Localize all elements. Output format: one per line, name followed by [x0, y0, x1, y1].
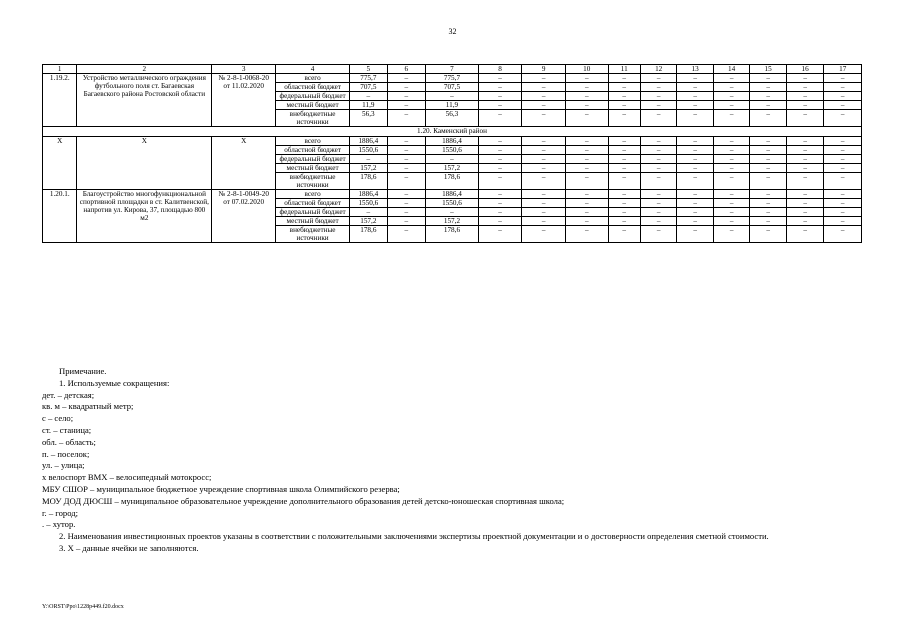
cell-dash: – — [387, 74, 426, 83]
cell-dash: – — [713, 83, 749, 92]
cell-dash: – — [608, 146, 640, 155]
column-number-12: 12 — [640, 65, 676, 74]
cell-dash: – — [640, 155, 676, 164]
section-title: 1.20. Каменский район — [43, 127, 862, 137]
cell-dash: – — [522, 199, 566, 208]
cell-dash: – — [677, 164, 713, 173]
year-value: 1886,4 — [426, 190, 479, 199]
cell-dash: – — [677, 208, 713, 217]
column-number-8: 8 — [478, 65, 522, 74]
cell-dash: – — [565, 208, 608, 217]
row-number: 1.20.1. — [43, 190, 77, 243]
cell-dash: – — [565, 146, 608, 155]
cell-dash: – — [608, 155, 640, 164]
cell-dash: – — [750, 137, 786, 146]
cell-dash: – — [565, 110, 608, 127]
column-number-7: 7 — [426, 65, 479, 74]
cell-dash: – — [640, 199, 676, 208]
cell-dash: – — [640, 208, 676, 217]
cell-dash: – — [750, 146, 786, 155]
cell-dash: – — [824, 137, 862, 146]
cell-dash: – — [713, 190, 749, 199]
cell-dash: – — [713, 74, 749, 83]
total-value: 178,6 — [350, 173, 388, 190]
cell-dash: – — [608, 74, 640, 83]
x-mark: Х — [212, 137, 276, 190]
cell-dash: – — [677, 173, 713, 190]
cell-dash: – — [786, 74, 824, 83]
cell-dash: – — [478, 92, 522, 101]
notes-block — [42, 366, 864, 555]
cell-dash: – — [565, 155, 608, 164]
abbreviation-item: п. – поселок; — [42, 448, 90, 459]
year-value: 157,2 — [426, 164, 479, 173]
cell-dash: – — [478, 217, 522, 226]
cell-dash: – — [750, 110, 786, 127]
cell-dash: – — [824, 217, 862, 226]
cell-dash: – — [565, 217, 608, 226]
column-number-14: 14 — [713, 65, 749, 74]
funding-source: внебюджетные источники — [276, 226, 350, 243]
cell-dash: – — [786, 146, 824, 155]
total-value: 1550,6 — [350, 199, 388, 208]
cell-dash: – — [387, 164, 426, 173]
cell-dash: – — [677, 226, 713, 243]
cell-dash: – — [478, 110, 522, 127]
cell-dash: – — [824, 208, 862, 217]
abbreviation-item: МОУ ДОД ДЮСШ – муниципальное образовательное учреждение дополнительного образования детей детско-юношеская спортивная школа; — [42, 495, 565, 506]
expertise-conclusion: № 2-8-1-0049-20 от 07.02.2020 — [212, 190, 276, 243]
table-body — [43, 65, 862, 243]
cell-dash: – — [387, 199, 426, 208]
cell-dash: – — [824, 226, 862, 243]
cell-dash: – — [387, 101, 426, 110]
funding-source: местный бюджет — [276, 101, 350, 110]
cell-dash: – — [713, 164, 749, 173]
cell-dash: – — [677, 92, 713, 101]
cell-dash: – — [713, 217, 749, 226]
cell-dash: – — [750, 155, 786, 164]
cell-dash: – — [713, 199, 749, 208]
column-number-11: 11 — [608, 65, 640, 74]
funding-source: всего — [276, 74, 350, 83]
cell-dash: – — [713, 155, 749, 164]
page-number: 32 — [448, 27, 457, 36]
cell-dash: – — [387, 146, 426, 155]
cell-dash: – — [387, 190, 426, 199]
cell-dash: – — [387, 137, 426, 146]
abbreviation-item: дет. – детская; — [42, 389, 95, 400]
total-value: 11,9 — [350, 101, 388, 110]
abbreviation-item: МБУ СШОР – муниципальное бюджетное учреждение спортивная школа Олимпийского резерва; — [42, 483, 400, 494]
cell-dash: – — [565, 74, 608, 83]
cell-dash: – — [522, 226, 566, 243]
year-value: 1550,6 — [426, 146, 479, 155]
cell-dash: – — [565, 199, 608, 208]
cell-dash: – — [522, 110, 566, 127]
cell-dash: – — [677, 199, 713, 208]
cell-dash: – — [824, 190, 862, 199]
year-value: 56,3 — [426, 110, 479, 127]
cell-dash: – — [478, 137, 522, 146]
cell-dash: – — [608, 110, 640, 127]
cell-dash: – — [565, 226, 608, 243]
cell-dash: – — [565, 137, 608, 146]
abbreviation-item: кв. м – квадратный метр; — [42, 401, 134, 412]
cell-dash: – — [565, 92, 608, 101]
funding-source: областной бюджет — [276, 146, 350, 155]
total-value: 775,7 — [350, 74, 388, 83]
cell-dash: – — [640, 83, 676, 92]
cell-dash: – — [677, 83, 713, 92]
column-number-15: 15 — [750, 65, 786, 74]
year-value: – — [426, 208, 479, 217]
cell-dash: – — [565, 101, 608, 110]
cell-dash: – — [786, 83, 824, 92]
cell-dash: – — [522, 190, 566, 199]
cell-dash: – — [713, 110, 749, 127]
cell-dash: – — [677, 155, 713, 164]
total-value: 157,2 — [350, 164, 388, 173]
funding-source: местный бюджет — [276, 217, 350, 226]
table-row — [43, 190, 862, 199]
cell-dash: – — [640, 146, 676, 155]
year-value: 707,5 — [426, 83, 479, 92]
abbreviation-item: х велоспорт ВМХ – велосипедный мотокросс; — [42, 472, 212, 483]
cell-dash: – — [640, 101, 676, 110]
year-value: 157,2 — [426, 217, 479, 226]
cell-dash: – — [786, 137, 824, 146]
cell-dash: – — [522, 164, 566, 173]
cell-dash: – — [608, 101, 640, 110]
cell-dash: – — [478, 155, 522, 164]
abbreviation-item: . – хутор. — [42, 519, 76, 530]
cell-dash: – — [608, 173, 640, 190]
cell-dash: – — [713, 226, 749, 243]
cell-dash: – — [387, 208, 426, 217]
total-value: – — [350, 155, 388, 164]
cell-dash: – — [786, 155, 824, 164]
total-value: – — [350, 208, 388, 217]
column-number-10: 10 — [565, 65, 608, 74]
funding-source: внебюджетные источники — [276, 110, 350, 127]
cell-dash: – — [387, 155, 426, 164]
year-value: – — [426, 92, 479, 101]
cell-dash: – — [478, 173, 522, 190]
cell-dash: – — [677, 110, 713, 127]
cell-dash: – — [608, 208, 640, 217]
year-value: 178,6 — [426, 173, 479, 190]
cell-dash: – — [640, 190, 676, 199]
cell-dash: – — [387, 92, 426, 101]
cell-dash: – — [565, 190, 608, 199]
cell-dash: – — [750, 173, 786, 190]
cell-dash: – — [522, 83, 566, 92]
cell-dash: – — [522, 217, 566, 226]
column-number-5: 5 — [350, 65, 388, 74]
cell-dash: – — [478, 190, 522, 199]
cell-dash: – — [522, 74, 566, 83]
cell-dash: – — [677, 190, 713, 199]
cell-dash: – — [750, 217, 786, 226]
total-value: 178,6 — [350, 226, 388, 243]
cell-dash: – — [824, 74, 862, 83]
notes-item-1: 1. Используемые сокращения: — [59, 377, 170, 388]
cell-dash: – — [750, 74, 786, 83]
total-value: 157,2 — [350, 217, 388, 226]
cell-dash: – — [565, 164, 608, 173]
column-number-3: 3 — [212, 65, 276, 74]
row-number: 1.19.2. — [43, 74, 77, 127]
cell-dash: – — [713, 137, 749, 146]
cell-dash: – — [677, 137, 713, 146]
cell-dash: – — [824, 146, 862, 155]
cell-dash: – — [608, 190, 640, 199]
cell-dash: – — [786, 226, 824, 243]
cell-dash: – — [522, 146, 566, 155]
cell-dash: – — [608, 226, 640, 243]
cell-dash: – — [750, 208, 786, 217]
cell-dash: – — [522, 101, 566, 110]
abbreviation-item: г. – город; — [42, 507, 79, 518]
cell-dash: – — [824, 164, 862, 173]
cell-dash: – — [713, 208, 749, 217]
cell-dash: – — [478, 226, 522, 243]
cell-dash: – — [640, 92, 676, 101]
cell-dash: – — [786, 173, 824, 190]
cell-dash: – — [786, 92, 824, 101]
cell-dash: – — [677, 146, 713, 155]
cell-dash: – — [750, 164, 786, 173]
column-number-1: 1 — [43, 65, 77, 74]
cell-dash: – — [750, 226, 786, 243]
cell-dash: – — [387, 173, 426, 190]
cell-dash: – — [478, 74, 522, 83]
year-value: 1550,6 — [426, 199, 479, 208]
cell-dash: – — [387, 226, 426, 243]
cell-dash: – — [677, 217, 713, 226]
project-name: Устройство металлического ограждения футбольного поля ст. Багаевская Багаевского района Ростовской области — [77, 74, 212, 127]
cell-dash: – — [713, 173, 749, 190]
cell-dash: – — [522, 208, 566, 217]
cell-dash: – — [750, 92, 786, 101]
table-row — [43, 137, 862, 146]
cell-dash: – — [565, 83, 608, 92]
cell-dash: – — [522, 155, 566, 164]
cell-dash: – — [478, 164, 522, 173]
cell-dash: – — [824, 110, 862, 127]
cell-dash: – — [713, 101, 749, 110]
total-value: 707,5 — [350, 83, 388, 92]
funding-source: областной бюджет — [276, 83, 350, 92]
cell-dash: – — [478, 83, 522, 92]
notes-item-2: 2. Наименования инвестиционных проектов указаны в соответствии с положительными заключениями экспертизы проектной документации и о достоверности определения сметной стоимости. — [59, 531, 769, 542]
cell-dash: – — [750, 190, 786, 199]
cell-dash: – — [713, 146, 749, 155]
cell-dash: – — [608, 92, 640, 101]
column-number-2: 2 — [77, 65, 212, 74]
cell-dash: – — [640, 110, 676, 127]
cell-dash: – — [608, 83, 640, 92]
column-number-17: 17 — [824, 65, 862, 74]
section-row — [43, 127, 862, 137]
total-value: 1886,4 — [350, 190, 388, 199]
funding-source: внебюджетные источники — [276, 173, 350, 190]
funding-source: федеральный бюджет — [276, 92, 350, 101]
total-value: – — [350, 92, 388, 101]
cell-dash: – — [824, 92, 862, 101]
cell-dash: – — [786, 110, 824, 127]
funding-source: всего — [276, 190, 350, 199]
x-mark: Х — [77, 137, 212, 190]
cell-dash: – — [750, 83, 786, 92]
cell-dash: – — [786, 101, 824, 110]
funding-source: местный бюджет — [276, 164, 350, 173]
cell-dash: – — [640, 173, 676, 190]
cell-dash: – — [478, 146, 522, 155]
funding-source: федеральный бюджет — [276, 208, 350, 217]
cell-dash: – — [608, 164, 640, 173]
abbreviation-item: с – село; — [42, 413, 74, 424]
year-value: – — [426, 155, 479, 164]
cell-dash: – — [824, 83, 862, 92]
cell-dash: – — [786, 208, 824, 217]
cell-dash: – — [522, 92, 566, 101]
column-number-9: 9 — [522, 65, 566, 74]
year-value: 775,7 — [426, 74, 479, 83]
expertise-conclusion: № 2-8-1-0068-20 от 11.02.2020 — [212, 74, 276, 127]
cell-dash: – — [824, 101, 862, 110]
cell-dash: – — [387, 110, 426, 127]
x-mark: Х — [43, 137, 77, 190]
cell-dash: – — [677, 74, 713, 83]
funding-source: федеральный бюджет — [276, 155, 350, 164]
cell-dash: – — [677, 101, 713, 110]
cell-dash: – — [640, 137, 676, 146]
notes-title: Примечание. — [59, 366, 107, 376]
cell-dash: – — [608, 199, 640, 208]
column-number-row — [43, 65, 862, 74]
year-value: 11,9 — [426, 101, 479, 110]
cell-dash: – — [824, 173, 862, 190]
year-value: 178,6 — [426, 226, 479, 243]
cell-dash: – — [713, 92, 749, 101]
column-number-16: 16 — [786, 65, 824, 74]
cell-dash: – — [387, 217, 426, 226]
cell-dash: – — [824, 155, 862, 164]
abbreviation-item: ул. – улица; — [42, 460, 85, 471]
cell-dash: – — [786, 217, 824, 226]
total-value: 1550,6 — [350, 146, 388, 155]
cell-dash: – — [824, 199, 862, 208]
cell-dash: – — [565, 173, 608, 190]
funding-source: всего — [276, 137, 350, 146]
cell-dash: – — [750, 199, 786, 208]
project-name: Благоустройство многофункциональной спортивной площадки в ст. Калитвенской, напротив ул. Кирова, 37, площадью 800 м2 — [77, 190, 212, 243]
notes-item-3: 3. Х – данные ячейки не заполняются. — [59, 542, 199, 553]
column-number-13: 13 — [677, 65, 713, 74]
cell-dash: – — [608, 137, 640, 146]
cell-dash: – — [640, 226, 676, 243]
cell-dash: – — [478, 208, 522, 217]
total-value: 56,3 — [350, 110, 388, 127]
file-path-footer: Y:\ORST\Ppo\1228p449.f20.docx — [42, 604, 124, 610]
cell-dash: – — [640, 217, 676, 226]
year-value: 1886,4 — [426, 137, 479, 146]
cell-dash: – — [750, 101, 786, 110]
cell-dash: – — [640, 164, 676, 173]
cell-dash: – — [522, 173, 566, 190]
cell-dash: – — [478, 101, 522, 110]
abbreviation-item: обл. – область; — [42, 436, 96, 447]
cell-dash: – — [608, 217, 640, 226]
cell-dash: – — [522, 137, 566, 146]
cell-dash: – — [786, 190, 824, 199]
budget-table — [42, 64, 862, 243]
cell-dash: – — [786, 199, 824, 208]
funding-source: областной бюджет — [276, 199, 350, 208]
abbreviation-list — [42, 390, 864, 532]
column-number-6: 6 — [387, 65, 426, 74]
cell-dash: – — [640, 74, 676, 83]
abbreviation-item: ст. – станица; — [42, 424, 92, 435]
table-row — [43, 74, 862, 83]
cell-dash: – — [478, 199, 522, 208]
total-value: 1886,4 — [350, 137, 388, 146]
cell-dash: – — [387, 83, 426, 92]
cell-dash: – — [786, 164, 824, 173]
column-number-4: 4 — [276, 65, 350, 74]
